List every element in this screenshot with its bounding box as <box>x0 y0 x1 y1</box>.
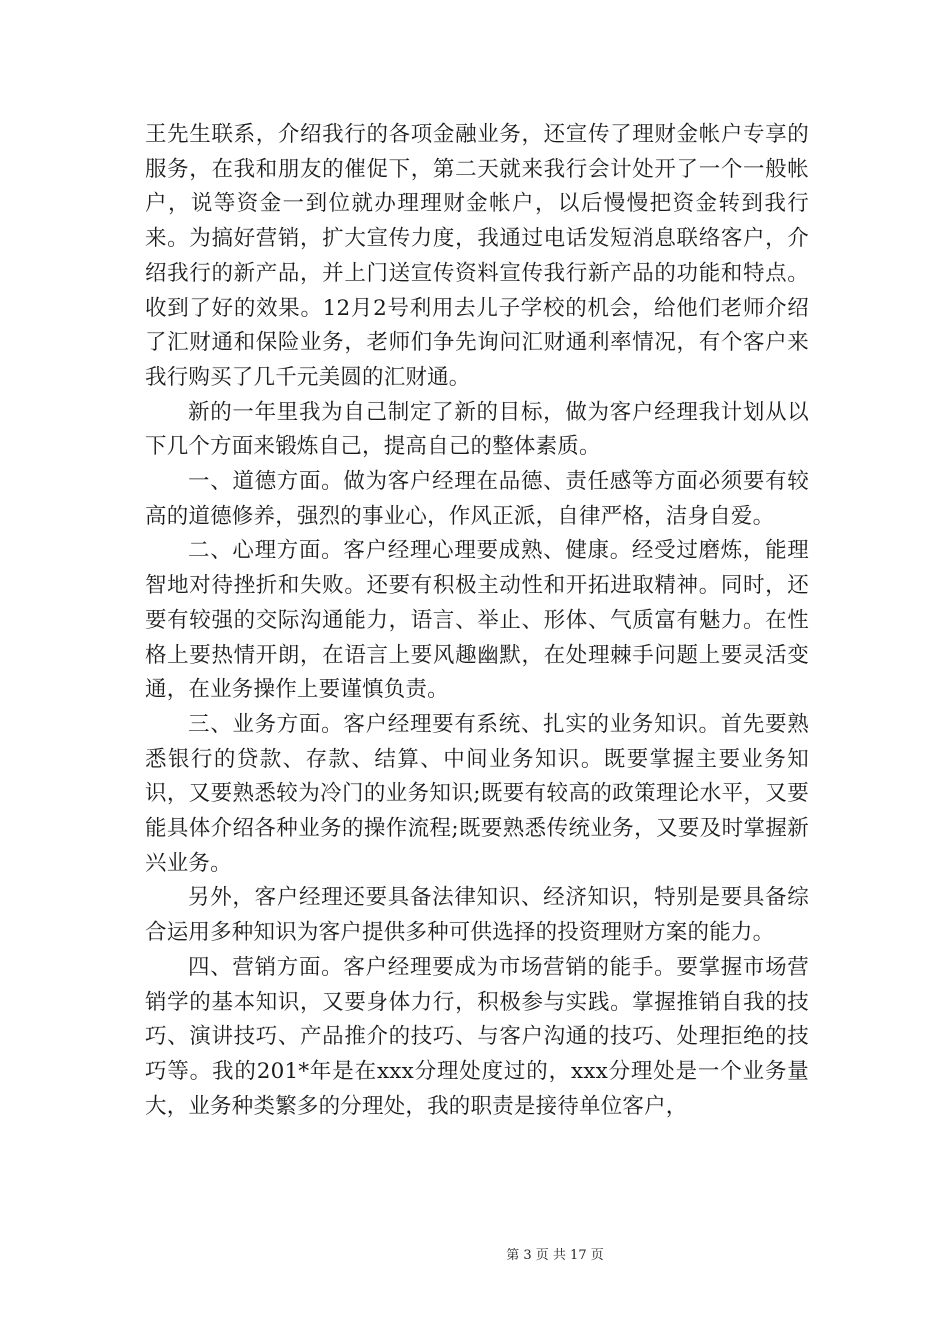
body-text <box>145 118 809 1124</box>
paragraph-2: 新的一年里我为自己制定了新的目标，做为客户经理我计划从以下几个方面来锻炼自己，提高自己的整体素质。 <box>145 399 809 460</box>
paragraph-5: 三、业务方面。客户经理要有系统、扎实的业务知识。首先要熟悉银行的贷款、存款、结算、中间业务知识。既要掌握主要业务知识，又要熟悉较为冷门的业务知识;既要有较高的政策理论水平，又要能具体介绍各种业务的操作流程;既要熟悉传统业务，又要及时掌握新兴业务。 <box>145 711 809 876</box>
paragraph-3: 一、道德方面。做为客户经理在品德、责任感等方面必须要有较高的道德修养，强烈的事业心，作风正派，自律严格，洁身自爱。 <box>145 469 809 529</box>
paragraph-1: 王先生联系，介绍我行的各项金融业务，还宣传了理财金帐户专享的服务，在我和朋友的催促下，第二天就来我行会计处开了一个一般帐户，说等资金一到位就办理理财金帐户，以后慢慢把资金转到我行来。为搞好营销，扩大宣传力度，我通过电话发短消息联络客户，介绍我行的新产品，并上门送宣传资料宣传我行新产品的功能和特点。收到了好的效果。12月2号利用去儿子学校的机会，给他们老师介绍了汇财通和保险业务，老师们争先询问汇财通利率情况，有个客户来我行购买了几千元美圆的汇财通。 <box>145 122 809 390</box>
paragraph-4: 二、心理方面。客户经理心理要成熟、健康。经受过磨炼，能理智地对待挫折和失败。还要有积极主动性和开拓进取精神。同时，还要有较强的交际沟通能力，语言、举止、形体、气质富有魅力。在性格上要热情开朗，在语言上要风趣幽默，在处理棘手问题上要灵活变通，在业务操作上要谨慎负责。 <box>145 538 809 703</box>
page-footer <box>0 1248 950 1264</box>
paragraph-6: 另外，客户经理还要具备法律知识、经济知识，特别是要具备综合运用多种知识为客户提供多种可供选择的投资理财方案的能力。 <box>145 885 809 946</box>
page-number: 第 3 页 共 17 页 <box>506 1248 604 1263</box>
paragraph-7: 四、营销方面。客户经理要成为市场营销的能手。要掌握市场营销学的基本知识，又要身体力行，积极参与实践。掌握推销自我的技巧、演讲技巧、产品推介的技巧、与客户沟通的技巧、处理拒绝的技巧等。我的201*年是在xxx分理处度过的，xxx分理处是一个业务量大，业务种类繁多的分理处，我的职责是接待单位客户， <box>145 954 809 1119</box>
